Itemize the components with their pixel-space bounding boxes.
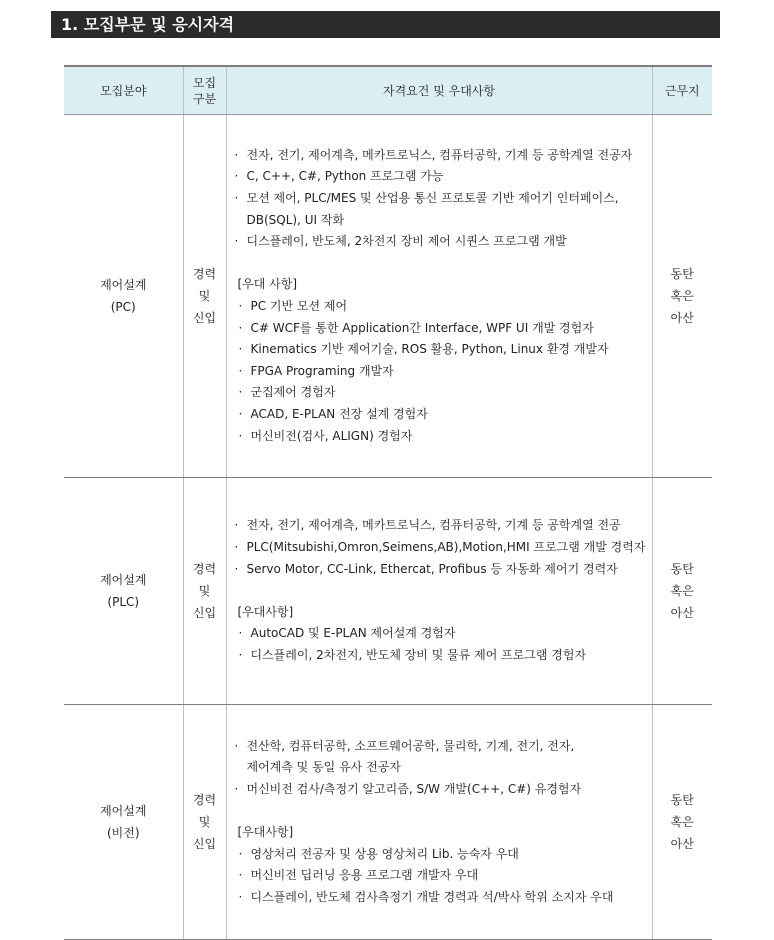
field-cell xyxy=(64,705,183,940)
recruitment-table xyxy=(64,65,712,940)
location-line: 아산 xyxy=(670,311,694,325)
list-item: · 전자, 전기, 제어계측, 메카트로닉스, 컴퓨터공학, 기계 등 공학계열 전공 xyxy=(235,515,646,537)
type-line: 경력 xyxy=(192,267,217,281)
bullet-icon: · xyxy=(238,647,243,662)
list-item: · 전산학, 컴퓨터공학, 소프트웨어공학, 물리학, 기계, 전기, 전자, xyxy=(235,736,646,758)
type-line: 및 xyxy=(198,584,211,598)
bullet-icon: · xyxy=(238,320,243,335)
bullet-icon: · xyxy=(234,191,239,206)
preference-title: [우대사항] xyxy=(237,825,294,839)
list-item: · 머신비전 검사/측정기 알고리즘, S/W 개발(C++, C#) 유경험자 xyxy=(235,779,646,801)
table-row xyxy=(64,115,712,478)
bullet-icon: · xyxy=(238,406,243,421)
bullet-icon: · xyxy=(238,342,243,357)
bullet-icon: · xyxy=(238,626,243,641)
bullet-icon: · xyxy=(234,540,239,555)
list-item: · C, C++, C#, Python 프로그램 가능 xyxy=(235,166,646,188)
field-cell xyxy=(64,115,183,478)
field-name: 제어설계 xyxy=(100,278,147,292)
type-line: 신입 xyxy=(192,311,217,325)
bullet-icon: · xyxy=(238,299,243,313)
type-line: 신입 xyxy=(192,837,217,851)
type-line: 및 xyxy=(198,289,211,303)
type-line: 경력 xyxy=(192,793,217,807)
type-line: 및 xyxy=(198,815,211,829)
bullet-icon: · xyxy=(234,169,239,184)
preference-title: [우대 사항] xyxy=(237,277,298,292)
bullet-icon: · xyxy=(238,363,243,378)
list-item: · 디스플레이, 2차전지, 반도체 장비 및 물류 제어 프로그램 경험자 xyxy=(235,645,646,667)
list-item-continued: DB(SQL), UI 작화 xyxy=(246,212,345,227)
requirements-cell xyxy=(226,115,652,478)
location-line: 아산 xyxy=(670,606,694,620)
bullet-icon: · xyxy=(238,889,243,904)
table-header-row xyxy=(64,66,712,115)
field-name: 제어설계 xyxy=(100,573,147,587)
table-row xyxy=(64,478,712,705)
field-subname: (비전) xyxy=(106,826,140,840)
list-item: · 머신비전(검사, ALIGN) 경험자 xyxy=(235,426,646,448)
preference-title: [우대사항] xyxy=(237,604,294,619)
bullet-icon: · xyxy=(234,781,239,796)
type-line: 경력 xyxy=(192,562,217,576)
location-line: 아산 xyxy=(670,837,694,851)
type-cell xyxy=(183,115,226,478)
list-item: · 디스플레이, 반도체 검사측정기 개발 경력과 석/박사 학위 소지자 우대 xyxy=(235,887,646,909)
header-requirements: 자격요건 및 우대사항 xyxy=(226,66,652,115)
list-item: · 디스플레이, 반도체, 2차전지 장비 제어 시퀀스 프로그램 개발 xyxy=(235,231,646,253)
type-cell xyxy=(183,705,226,940)
bullet-icon: · xyxy=(234,738,239,753)
qualification-list xyxy=(235,736,646,801)
field-name: 제어설계 xyxy=(100,804,147,818)
preference-list xyxy=(235,844,646,909)
bullet-icon: · xyxy=(234,518,239,533)
requirements-cell xyxy=(226,478,652,705)
location-line: 혹은 xyxy=(670,584,694,598)
list-item: · 군집제어 경험자 xyxy=(235,382,646,404)
header-field: 모집분야 xyxy=(64,66,183,115)
bullet-icon: · xyxy=(234,147,239,162)
list-item: · 머신비전 딥러닝 응용 프로그램 개발자 우대 xyxy=(235,865,646,887)
list-item: · AutoCAD 및 E-PLAN 제어설계 경험자 xyxy=(235,623,646,645)
qualification-list xyxy=(235,515,646,580)
preference-list xyxy=(235,296,646,447)
section-title: 1. 모집부문 및 응시자격 xyxy=(51,11,720,38)
list-item: · FPGA Programing 개발자 xyxy=(235,361,646,383)
location-line: 혹은 xyxy=(670,815,694,829)
header-type xyxy=(183,66,226,115)
header-type-line2: 구분 xyxy=(192,91,217,106)
location-cell xyxy=(652,115,712,478)
bullet-icon: · xyxy=(238,385,243,400)
header-type-line1: 모집 xyxy=(192,75,217,90)
preference-list xyxy=(235,623,646,666)
location-line: 혹은 xyxy=(670,289,694,303)
field-cell xyxy=(64,478,183,705)
field-subname: (PC) xyxy=(110,300,136,314)
bullet-icon: · xyxy=(238,868,243,883)
header-location: 근무지 xyxy=(652,66,712,115)
list-item: · 모션 제어, PLC/MES 및 산업용 통신 프로토콜 기반 제어기 인터페이스, xyxy=(235,188,646,210)
bullet-icon: · xyxy=(234,561,239,576)
location-line: 동탄 xyxy=(670,793,694,807)
list-item: · Servo Motor, CC-Link, Ethercat, Profibus 등 자동화 제어기 경력자 xyxy=(235,559,646,581)
list-item: · PLC(Mitsubishi,Omron,Seimens,AB),Motion,HMI 프로그램 개발 경력자 xyxy=(235,537,646,559)
list-item-continued: 제어계측 및 동일 유사 전공자 xyxy=(246,760,401,775)
field-subname: (PLC) xyxy=(107,595,140,609)
requirements-cell xyxy=(226,705,652,940)
table-row xyxy=(64,705,712,940)
list-item: · PC 기반 모션 제어 xyxy=(235,296,646,318)
type-cell xyxy=(183,478,226,705)
list-item: · 영상처리 전공자 및 상용 영상처리 Lib. 능숙자 우대 xyxy=(235,844,646,866)
list-item: · C# WCF를 통한 Application간 Interface, WPF UI 개발 경험자 xyxy=(235,318,646,340)
location-line: 동탄 xyxy=(670,562,694,576)
bullet-icon: · xyxy=(234,234,239,249)
list-item: · ACAD, E-PLAN 전장 설계 경험자 xyxy=(235,404,646,426)
qualification-list xyxy=(235,145,646,253)
location-line: 동탄 xyxy=(670,267,694,281)
list-item: · 전자, 전기, 제어계측, 메카트로닉스, 컴퓨터공학, 기계 등 공학계열 전공자 xyxy=(235,145,646,167)
location-cell xyxy=(652,478,712,705)
type-line: 신입 xyxy=(192,606,217,620)
location-cell xyxy=(652,705,712,940)
bullet-icon: · xyxy=(238,428,243,443)
bullet-icon: · xyxy=(238,846,243,861)
list-item: · Kinematics 기반 제어기술, ROS 활용, Python, Linux 환경 개발자 xyxy=(235,339,646,361)
